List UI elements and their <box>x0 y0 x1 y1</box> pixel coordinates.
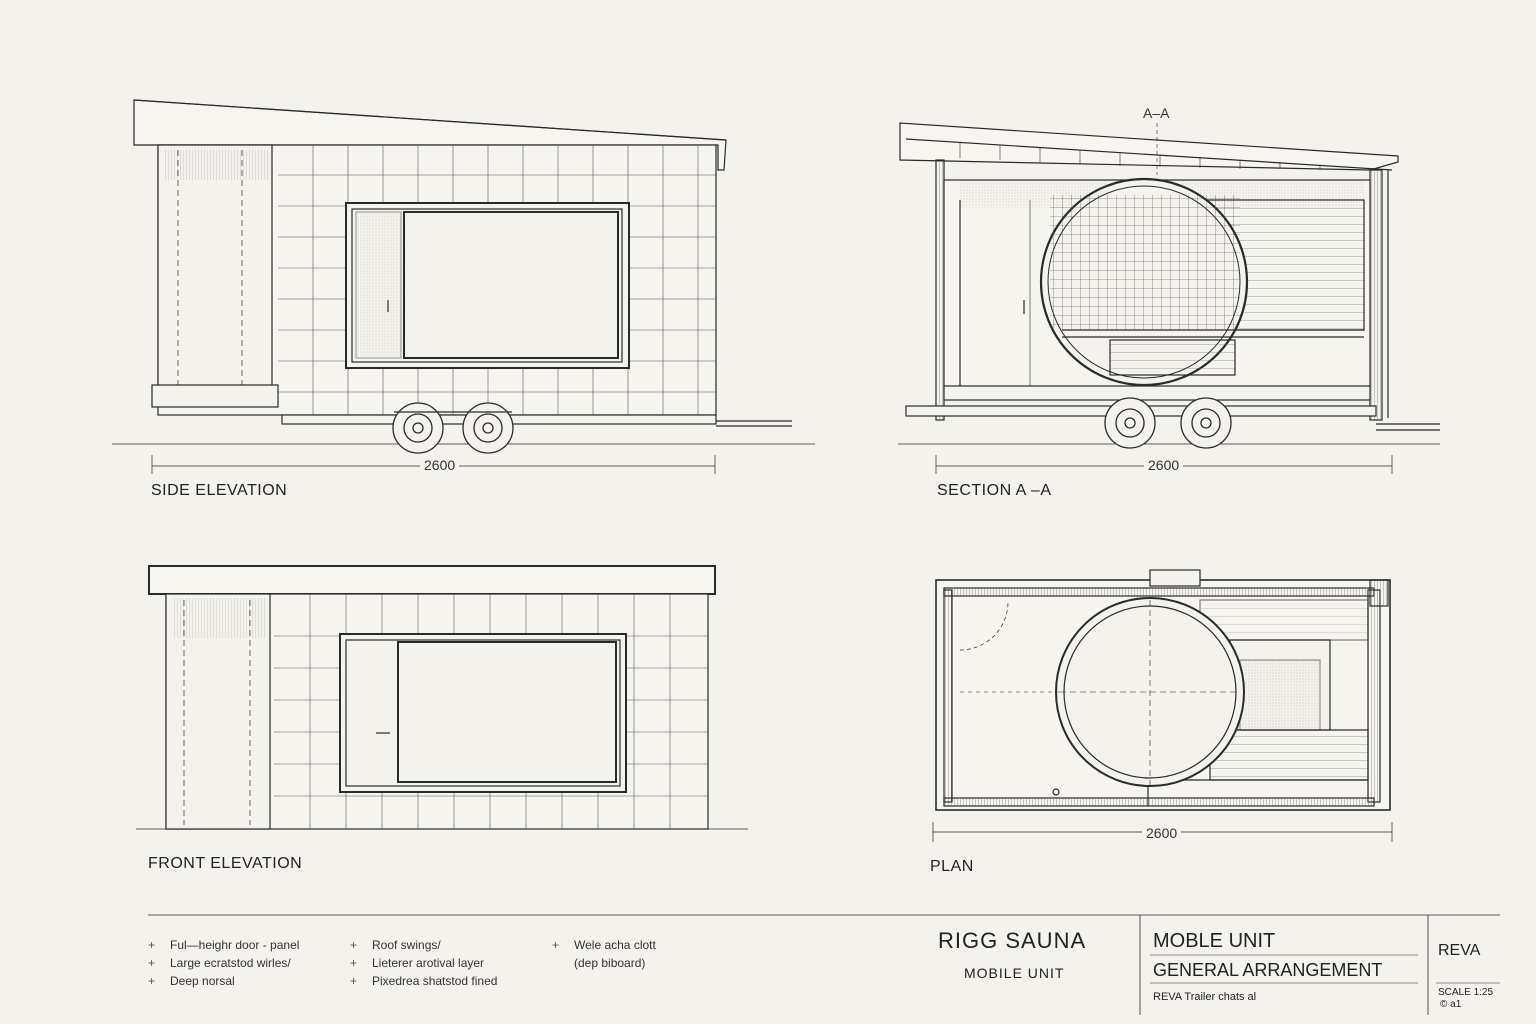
note-text: Lieterer arotival layer <box>372 956 485 970</box>
revision-label: REVA <box>1438 942 1481 959</box>
section-dimension: 2600 <box>1144 457 1183 473</box>
side-elevation-drawing <box>112 100 815 474</box>
project-subtitle: MOBILE UNIT <box>964 965 1065 981</box>
side-elevation-dimension: 2600 <box>420 457 459 473</box>
note-item <box>148 974 235 988</box>
cross-marker-icon: + <box>148 974 156 988</box>
cross-marker-icon: + <box>148 938 156 952</box>
drawing-title-line-2: GENERAL ARRANGEMENT <box>1153 960 1383 980</box>
sheet-label: © a1 <box>1440 999 1462 1010</box>
section-title: SECTION A –A <box>937 482 1052 499</box>
note-text: Roof swings/ <box>372 938 441 952</box>
cross-marker-icon: + <box>552 938 560 952</box>
note-text: Large ecratstod wirles/ <box>170 956 291 970</box>
side-elevation-title: SIDE ELEVATION <box>151 482 288 499</box>
note-item <box>148 938 299 952</box>
note-text: Deep norsal <box>170 974 235 988</box>
front-elevation-drawing <box>136 566 748 829</box>
front-elevation-title: FRONT ELEVATION <box>148 855 303 872</box>
note-item <box>148 956 291 970</box>
note-text: Pixedrea shatstod fined <box>372 974 498 988</box>
cross-marker-icon: + <box>350 956 358 970</box>
note-item <box>350 974 497 988</box>
plan-dimension: 2600 <box>1142 825 1181 841</box>
note-text: Wele acha clott <box>574 938 656 952</box>
note-text: (dep biboard) <box>574 956 646 970</box>
drawing-title-line-1: MOBLE UNIT <box>1153 930 1276 952</box>
scale-label: SCALE 1:25 <box>1438 987 1494 998</box>
note-text: Ful—heighr door - panel <box>170 938 300 952</box>
section-cut-label: A–A <box>1139 105 1173 121</box>
cross-marker-icon: + <box>350 938 358 952</box>
section-drawing <box>898 123 1440 474</box>
revision-note: REVA Trailer chats al <box>1153 991 1257 1003</box>
plan-drawing <box>933 570 1392 842</box>
note-item <box>552 938 656 952</box>
plan-title: PLAN <box>930 858 974 875</box>
project-title: RIGG SAUNA <box>938 928 1087 953</box>
note-item <box>350 956 484 970</box>
cross-marker-icon: + <box>350 974 358 988</box>
note-item <box>350 938 441 952</box>
cross-marker-icon: + <box>148 956 156 970</box>
